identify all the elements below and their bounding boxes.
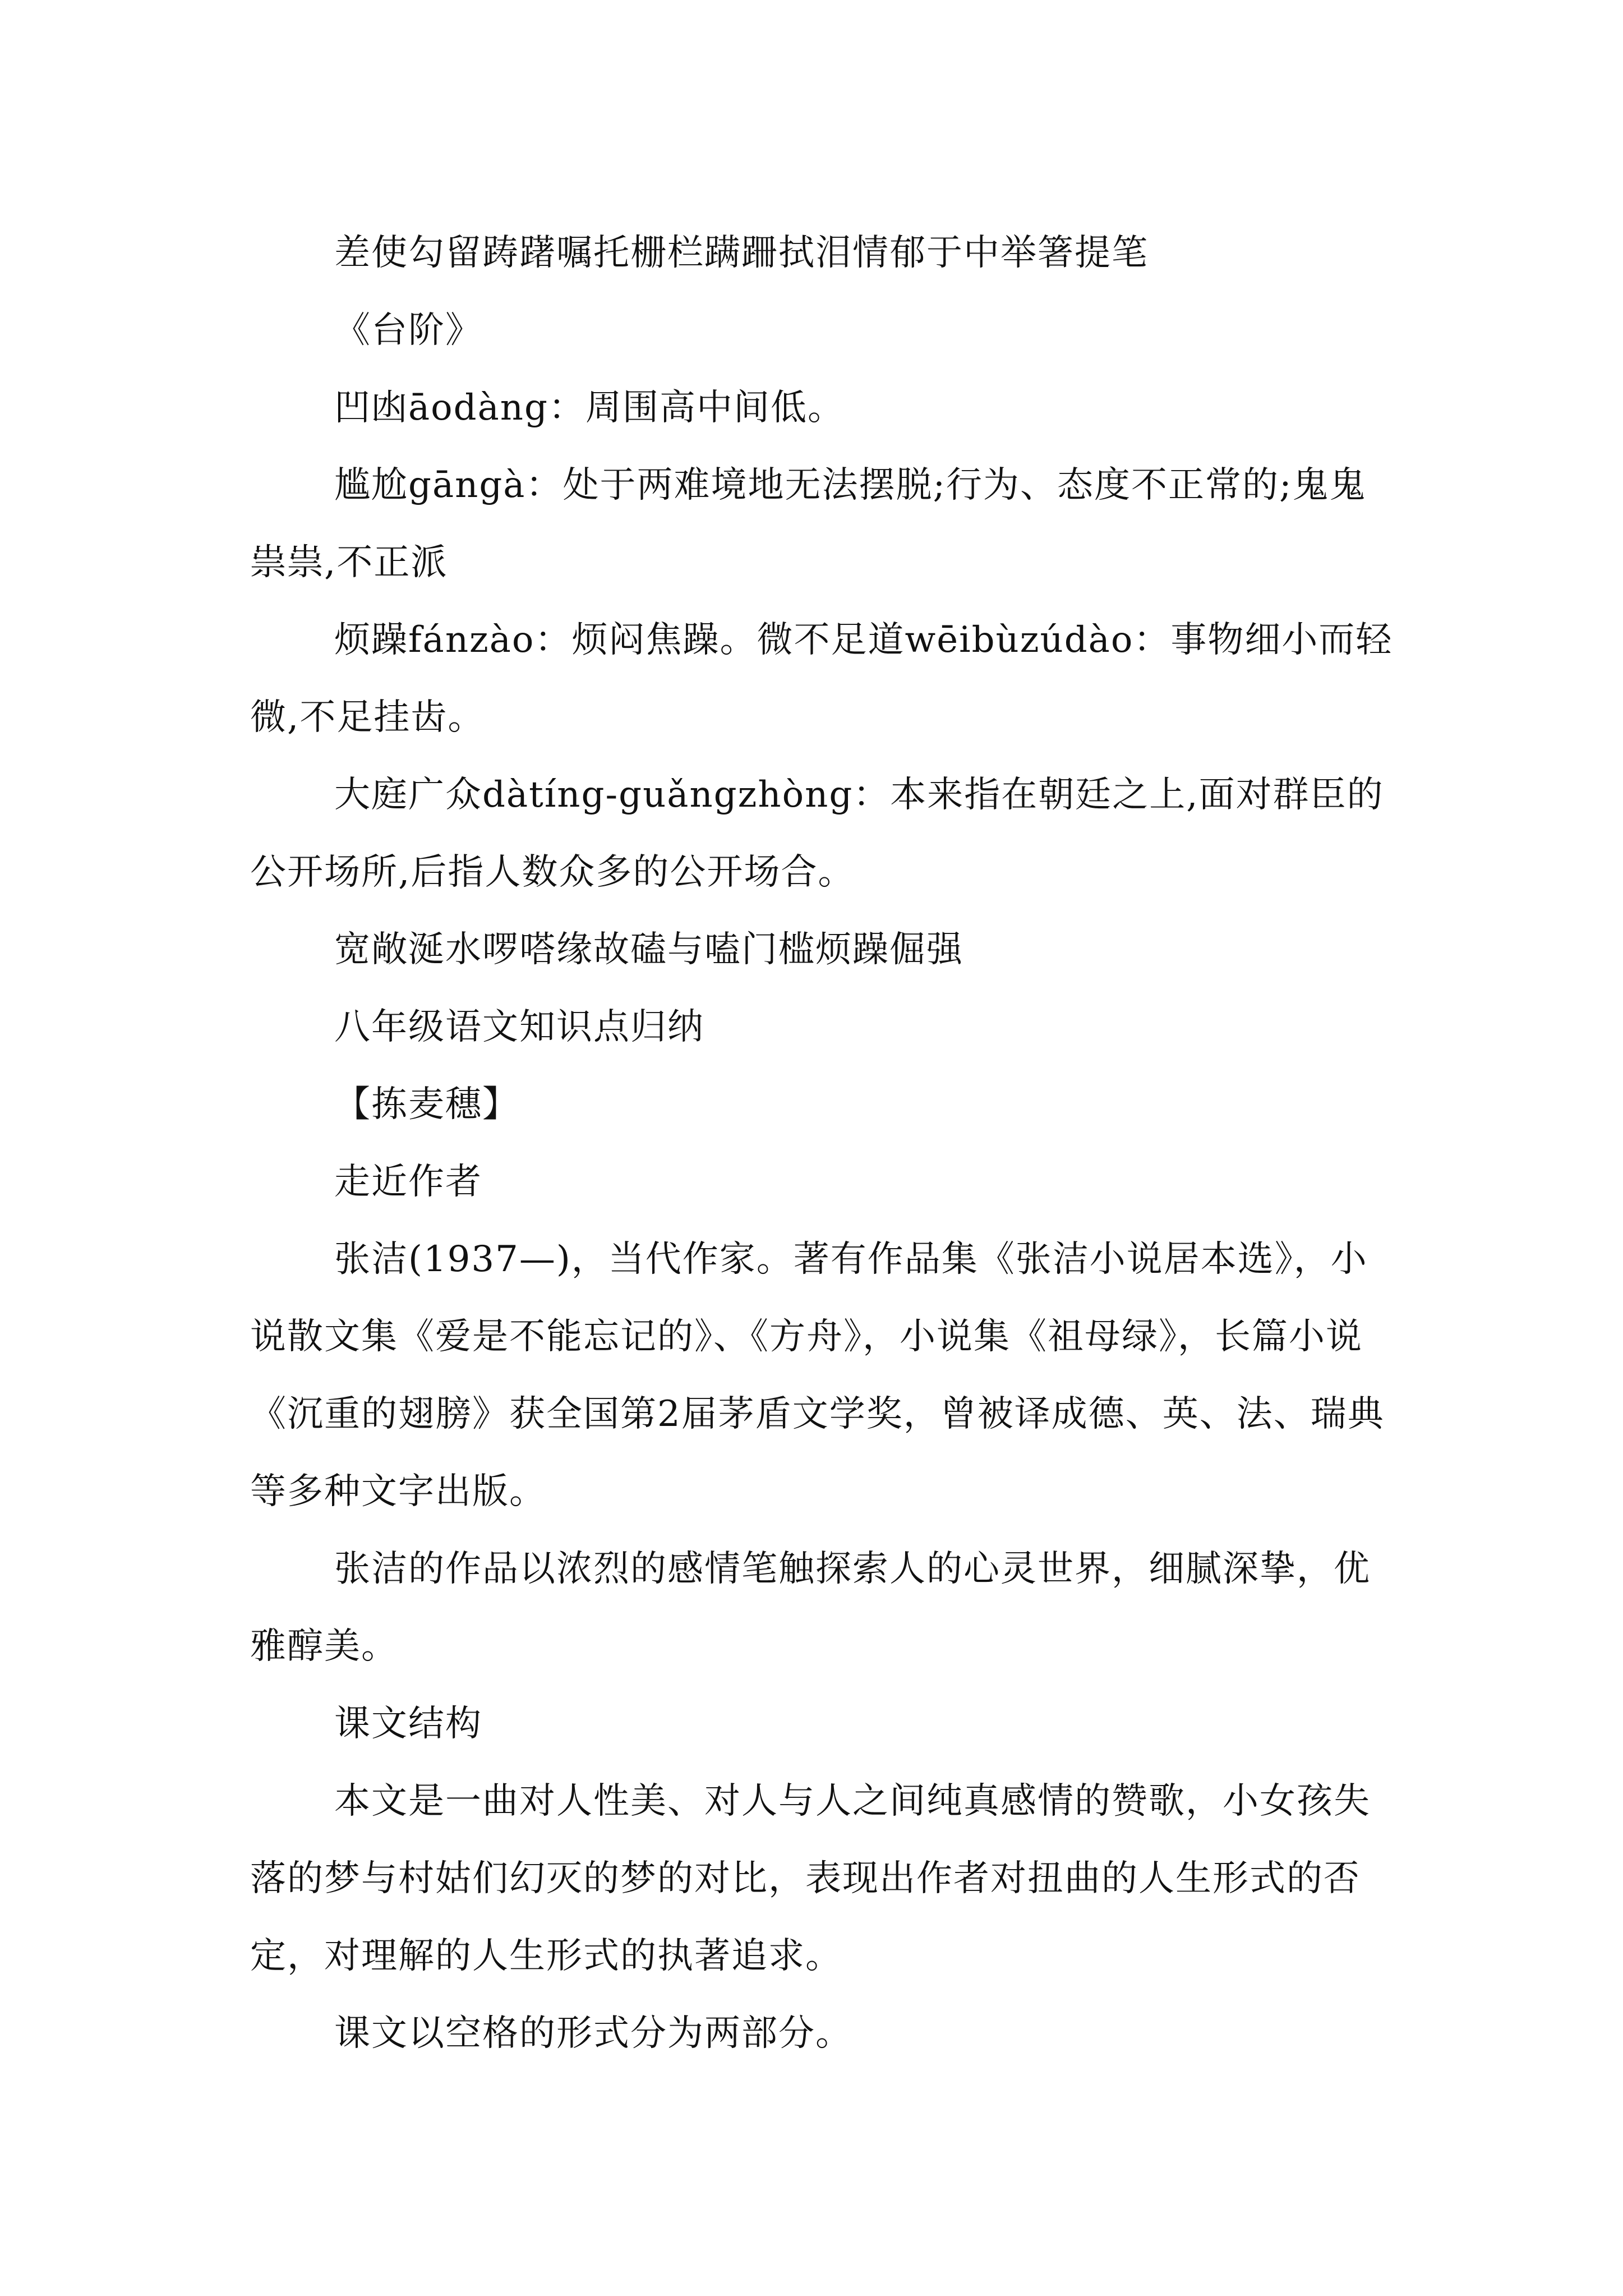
author-bio-paragraph: 张洁(1937—)，当代作家。著有作品集《张洁小说居本选》，小说散文集《爱是不能忘记的》、《方舟》，小说集《祖母绿》，长篇小说《沉重的翅膀》获全国第2届茅盾文学奖，曾被译成德、英、法、瑞典等多种文字出版。 xyxy=(250,1239,1385,1512)
structure-paragraph: 本文是一曲对人性美、对人与人之间纯真感情的赞歌，小女孩失落的梦与村姑们幻灭的梦的对比，表现出作者对扭曲的人生形式的否定，对理解的人生形式的执著追求。 xyxy=(250,1780,1371,1977)
vocab-entry-aodang: 凹凼āodàng：周围高中间低。 xyxy=(334,387,845,429)
vocab-list-line-2: 宽敞涎水啰嗒缘故磕与嗑门槛烦躁倔强 xyxy=(334,929,963,970)
subheading-author: 走近作者 xyxy=(334,1161,482,1203)
vocab-list-line: 差使勾留踌躇嘱托栅栏蹒跚拭泪情郁于中举箸提笔 xyxy=(334,232,1149,274)
vocab-entry-fanzao: 烦躁fánzào：烦闷焦躁。微不足道wēibùzúdào：事物细小而轻微,不足挂齿。 xyxy=(250,619,1393,738)
section-heading: 八年级语文知识点归纳 xyxy=(334,1006,704,1048)
document-body xyxy=(250,214,1394,2072)
lesson-title-jianmaisui: 【拣麦穗】 xyxy=(334,1084,519,1125)
author-style-paragraph: 张洁的作品以浓烈的感情笔触探索人的心灵世界，细腻深挚，优雅醇美。 xyxy=(250,1548,1371,1667)
lesson-title-taijie: 《台阶》 xyxy=(334,310,482,351)
vocab-entry-datingguangzhong: 大庭广众dàtíng-guǎngzhòng：本来指在朝廷之上,面对群臣的公开场所,后指人数众多的公开场合。 xyxy=(250,774,1384,893)
structure-parts-paragraph: 课文以空格的形式分为两部分。 xyxy=(334,2013,852,2054)
vocab-entry-ganga: 尴尬gāngà：处于两难境地无法摆脱;行为、态度不正常的;鬼鬼祟祟,不正派 xyxy=(250,464,1367,583)
subheading-structure: 课文结构 xyxy=(334,1703,482,1745)
